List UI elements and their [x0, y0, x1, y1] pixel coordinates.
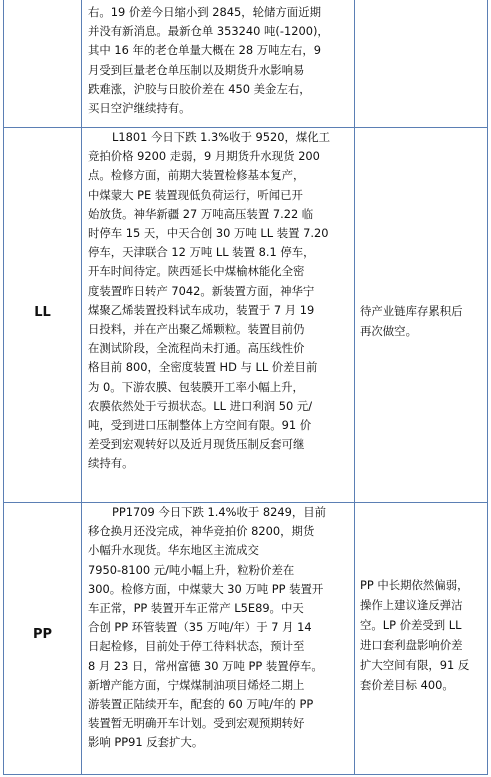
row-content [88, 128, 352, 474]
content-line: 右。19 价差今日缩小到 2845，轮储方面近期 [88, 5, 321, 19]
content-line: 在测试阶段，全流程尚未打通。高压线性价 [88, 341, 305, 356]
content-line: 并没有新消息。最新仓单 353240 吨(-1200)， [88, 24, 329, 39]
content-line: 格目前 800，全密度装置 HD 与 LL 价差目前 [88, 360, 318, 375]
content-line: 影响 PP91 反套扩大。 [88, 735, 204, 750]
content-line: 日投料，并在产出聚乙烯颗粒。装置目前仍 [88, 322, 305, 337]
content-line: 游装置正陆续开车，配套的 60 万吨/年的 PP [88, 697, 314, 712]
row-label-pp: PP [32, 627, 53, 642]
content-line: 跌难涨，沪胶与日胶价差在 450 美金左右， [88, 81, 311, 96]
outlook-line: 待产业链库存累积后 [360, 304, 463, 318]
content-line: 8 月 23 日，常州富德 30 万吨 PP 装置停车。 [88, 658, 323, 673]
content-line: 新增产能方面，宁煤煤制油项目烯烃二期上 [88, 677, 305, 692]
content-line: 为 0。下游农膜、包装膜开工率小幅上升， [88, 379, 304, 394]
table-row-continuation [4, 0, 487, 127]
content-line: 吨，受到进口压制整体上方空间有限。91 价 [88, 418, 312, 433]
content-line: 买日空沪继续持有。 [88, 101, 191, 116]
content-line: 车正常，PP 装置开车正常产 L5E89。中天 [88, 601, 304, 616]
outlook-line: 再次做空。 [360, 324, 417, 338]
content-line: 7950-8100 元/吨小幅上升，粒粉价差在 [88, 562, 295, 577]
outlook-line: 空。LP 价差受到 LL [360, 618, 462, 632]
outlook-line: 操作上建议逢反弹沽 [360, 598, 463, 612]
content-line: 移仓换月还没完成，神华竞拍价 8200，期货 [88, 524, 315, 539]
table-row-pp [4, 503, 487, 775]
content-line: 续持有。 [88, 456, 134, 471]
content-line: 始放货。神华新疆 27 万吨高压装置 7.22 临 [88, 206, 314, 221]
row-outlook [360, 301, 488, 341]
content-line: PP1709 今日下跌 1.4%收于 8249，目前 [112, 505, 327, 519]
content-line: 其中 16 年的老仓单量大概在 28 万吨左右，9 [88, 43, 321, 58]
content-line: 中煤蒙大 PE 装置现低负荷运行，听闻已开 [88, 187, 303, 202]
content-line: 竞拍价格 9200 走弱，9 月期货升水现货 200 [88, 149, 320, 164]
content-line: 时停车 15 天，中天合创 30 万吨 LL 装置 7.20 [88, 226, 329, 241]
content-line: 度装置昨日转产 7042。新装置方面，神华宁 [88, 283, 315, 298]
content-line: 点。检修方面，前期大装置检修基本复产， [88, 168, 305, 183]
outlook-line: 进口套利盘影响价差 [360, 638, 463, 652]
content-line: L1801 今日下跌 1.3%收于 9520，煤化工 [112, 130, 331, 144]
content-line: 300。检修方面，中煤蒙大 30 万吨 PP 装置开 [88, 581, 324, 596]
content-line: 开车时间待定。陕西延长中煤榆林能化全密 [88, 264, 305, 279]
content-line: 日起检修，目前处于停工待料状态，预计至 [88, 639, 305, 654]
content-line: 合创 PP 环管装置（35 万吨/年）于 7 月 14 [88, 620, 312, 635]
row-label-ll: LL [34, 305, 51, 320]
analysis-table [3, 0, 488, 775]
content-line: 月受到巨量老仓单压制以及期货升水影响易 [88, 62, 305, 77]
row-content [88, 3, 352, 118]
content-line: 装置暂无明确开车计划。受到宏观预期转好 [88, 716, 305, 731]
outlook-line: 扩大空间有限，91 反 [360, 658, 470, 672]
content-line: 煤聚乙烯装置投料试车成功，装置于 7 月 19 [88, 302, 315, 317]
row-content [88, 503, 352, 753]
content-line: 停车，天津联合 12 万吨 LL 装置 8.1 停车， [88, 245, 315, 260]
content-line: 小幅升水现货。华东地区主流成交 [88, 543, 259, 558]
row-outlook [360, 575, 488, 695]
content-line: 农膜依然处于亏损状态。LL 进口利润 50 元/ [88, 398, 313, 413]
outlook-line: 套价差目标 400。 [360, 678, 454, 692]
table-row-ll [4, 128, 487, 502]
content-line: 差受到宏观转好以及近月现货压制反套可继 [88, 437, 305, 452]
outlook-line: PP 中长期依然偏弱， [360, 578, 469, 592]
